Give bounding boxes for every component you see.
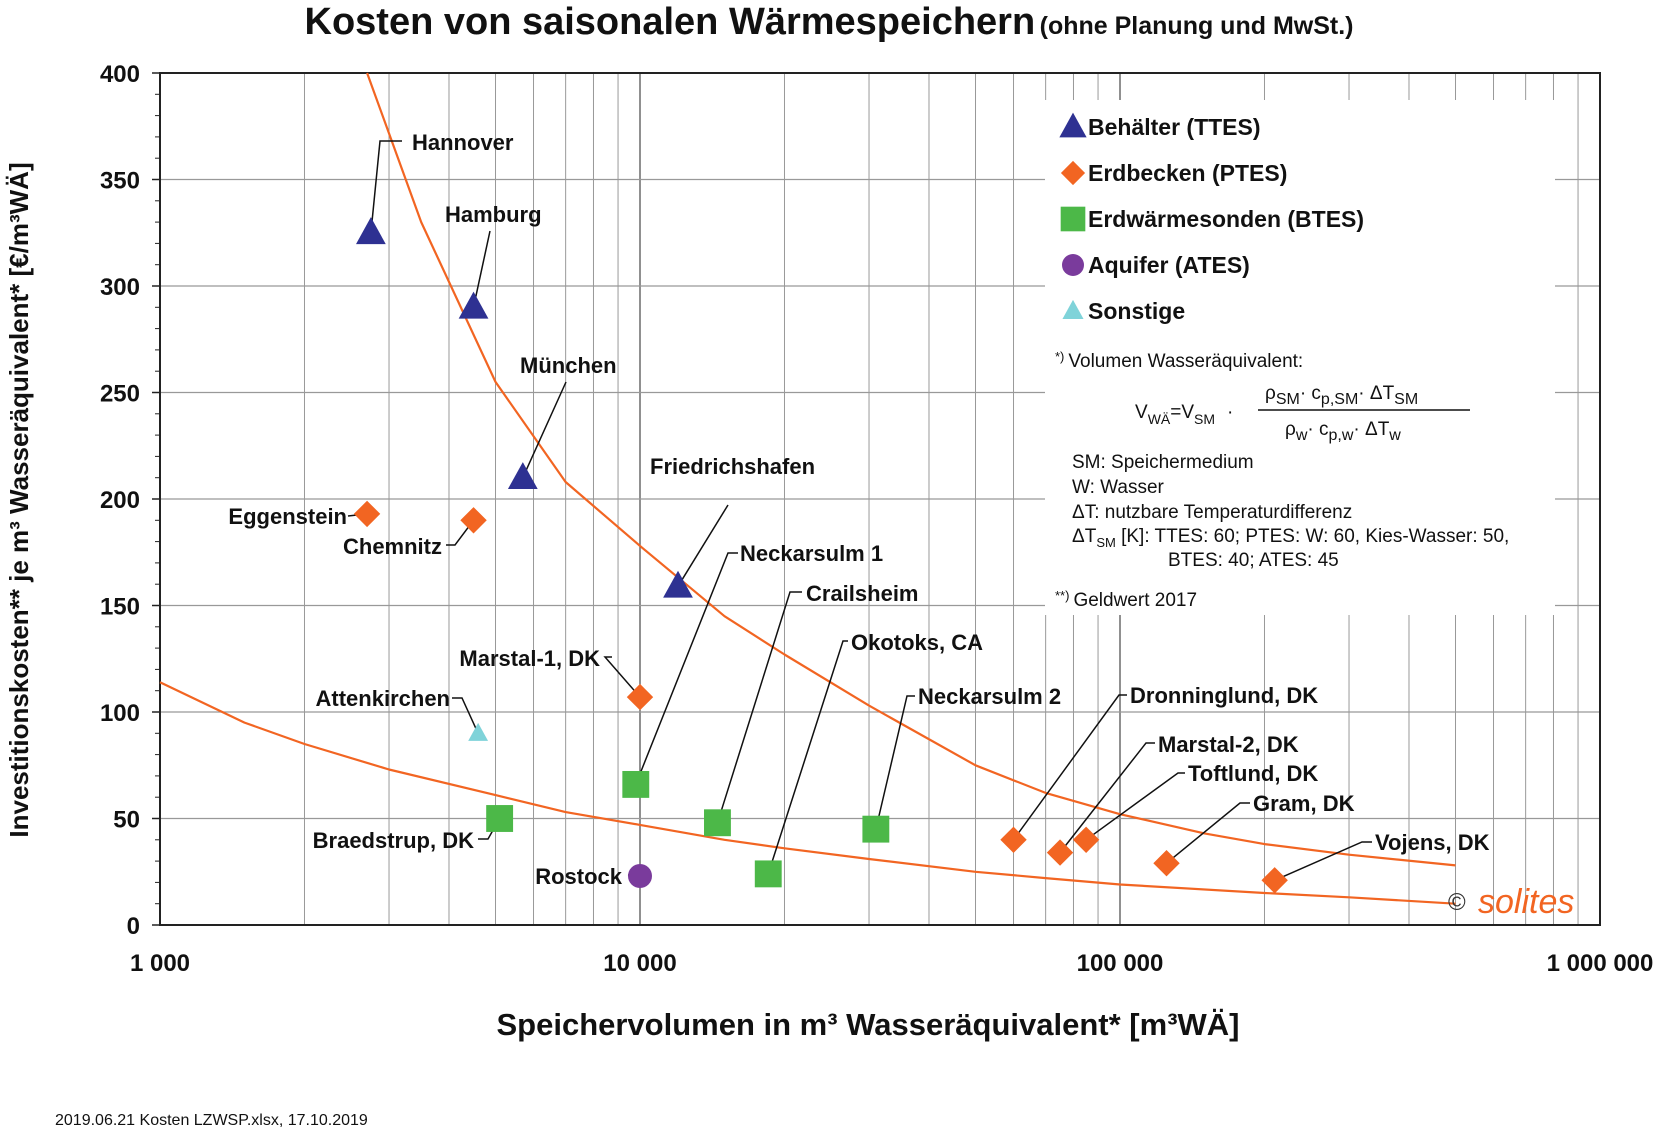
note-1: *) Volumen Wasseräquivalent: — [1055, 349, 1304, 372]
formula-lhs: $V_{WÄ}=V_{SM}$ · — [1135, 402, 1234, 427]
leader-line — [474, 231, 491, 307]
point-label: Chemnitz — [343, 534, 442, 559]
point-label: München — [520, 353, 617, 378]
y-tick-label: 400 — [99, 61, 140, 88]
x-tick-label: 1 000 000 — [1546, 950, 1654, 977]
point-label: Marstal-2, DK — [1158, 732, 1299, 757]
leader-line — [768, 641, 848, 874]
y-tick-label: 0 — [126, 913, 140, 940]
leader-line — [678, 505, 728, 586]
legend-label: Sonstige — [1088, 298, 1186, 324]
y-axis-title: Investitionskosten** je m³ Wasseräquivalent* [€/m³WÄ] — [4, 162, 34, 838]
x-axis-ticks — [130, 950, 1653, 977]
note-sm: SM: Speichermedium — [1072, 452, 1254, 473]
note-w: W: Wasser — [1072, 477, 1164, 498]
legend-marker-btes — [1061, 207, 1086, 232]
formula-numerator: $\rho_{SM}\cdot c_{p,SM}\cdot \Delta T_{SM}$ — [1265, 383, 1419, 408]
point-label: Okotoks, CA — [851, 630, 984, 655]
x-tick-label: 1 000 — [129, 950, 191, 977]
x-tick-label: 10 000 — [603, 950, 677, 977]
point-label: Hamburg — [445, 202, 542, 227]
point-label: Crailsheim — [806, 581, 919, 606]
point-btes — [862, 816, 889, 843]
point-btes — [704, 809, 731, 836]
point-ptes — [354, 501, 380, 527]
point-label: Gram, DK — [1253, 791, 1355, 816]
point-ttes — [459, 292, 489, 319]
formula-denominator: $\rho_w\cdot c_{p,w}\cdot \Delta T_w$ — [1285, 419, 1401, 444]
y-tick-label: 100 — [99, 700, 140, 727]
note-dt: ΔT: nutzbare Temperaturdifferenz — [1072, 502, 1353, 523]
footer-file-note: 2019.06.21 Kosten LZWSP.xlsx, 17.10.2019 — [55, 1112, 368, 1129]
y-tick-label: 50 — [113, 806, 140, 834]
point-ptes — [1000, 827, 1026, 853]
leader-line — [718, 592, 803, 823]
point-label: Friedrichshafen — [650, 454, 816, 479]
point-label: Neckarsulm 2 — [918, 684, 1062, 709]
y-tick-label: 350 — [99, 167, 140, 195]
leader-line — [1086, 773, 1185, 840]
x-axis-title: Speichervolumen in m³ Wasseräquivalent* [m³WÄ] — [496, 1007, 1240, 1042]
point-btes — [755, 860, 782, 887]
point-label: Eggenstein — [228, 504, 347, 529]
solites-logo-copyright: © — [1448, 889, 1466, 916]
x-tick-label: 100 000 — [1076, 950, 1164, 977]
point-label: Dronninglund, DK — [1130, 683, 1319, 708]
point-ptes — [627, 684, 653, 710]
point-label: Hannover — [412, 130, 514, 155]
legend-marker-ates — [1062, 254, 1084, 276]
point-btes — [486, 805, 513, 832]
point-ttes — [663, 571, 693, 598]
point-label: Rostock — [535, 864, 622, 889]
point-ates — [628, 864, 652, 888]
leader-line — [1060, 743, 1155, 853]
y-axis-ticks — [100, 61, 160, 940]
point-btes — [622, 771, 649, 798]
chart-title-sub: (ohne Planung und MwSt.) — [1039, 12, 1354, 40]
leader-line — [452, 698, 478, 733]
note-dtsm: $\Delta T_{SM}$ [K]: TTES: 60; PTES: W: 60, Kies-Wasser: 50, — [1072, 526, 1510, 550]
legend-label: Erdbecken (PTES) — [1088, 160, 1288, 186]
point-label: Toftlund, DK — [1188, 761, 1319, 786]
legend-label: Aquifer (ATES) — [1088, 252, 1250, 278]
point-ptes — [1153, 850, 1179, 876]
leader-line — [876, 696, 915, 829]
note-2: **) Geldwert 2017 — [1055, 588, 1198, 611]
y-tick-label: 150 — [99, 593, 140, 621]
point-ptes — [1261, 867, 1287, 893]
point-ttes — [356, 217, 386, 244]
legend-label: Behälter (TTES) — [1088, 114, 1261, 140]
legend-label: Erdwärmesonden (BTES) — [1088, 206, 1365, 232]
solites-logo: solites — [1478, 883, 1575, 921]
y-tick-label: 300 — [99, 274, 140, 301]
point-ptes — [1047, 839, 1073, 865]
y-tick-label: 250 — [99, 380, 140, 408]
point-label: Marstal-1, DK — [459, 646, 600, 671]
note-dtsm-2: BTES: 40; ATES: 45 — [1168, 550, 1339, 571]
point-label: Braedstrup, DK — [312, 828, 474, 853]
point-ptes — [460, 507, 486, 533]
point-label: Vojens, DK — [1375, 830, 1490, 855]
y-tick-label: 200 — [99, 487, 140, 514]
point-label: Attenkirchen — [315, 686, 450, 711]
point-sonstige — [468, 723, 488, 741]
chart-title-main: Kosten von saisonalen Wärmespeichern — [304, 1, 1036, 43]
point-label: Neckarsulm 1 — [740, 541, 884, 566]
